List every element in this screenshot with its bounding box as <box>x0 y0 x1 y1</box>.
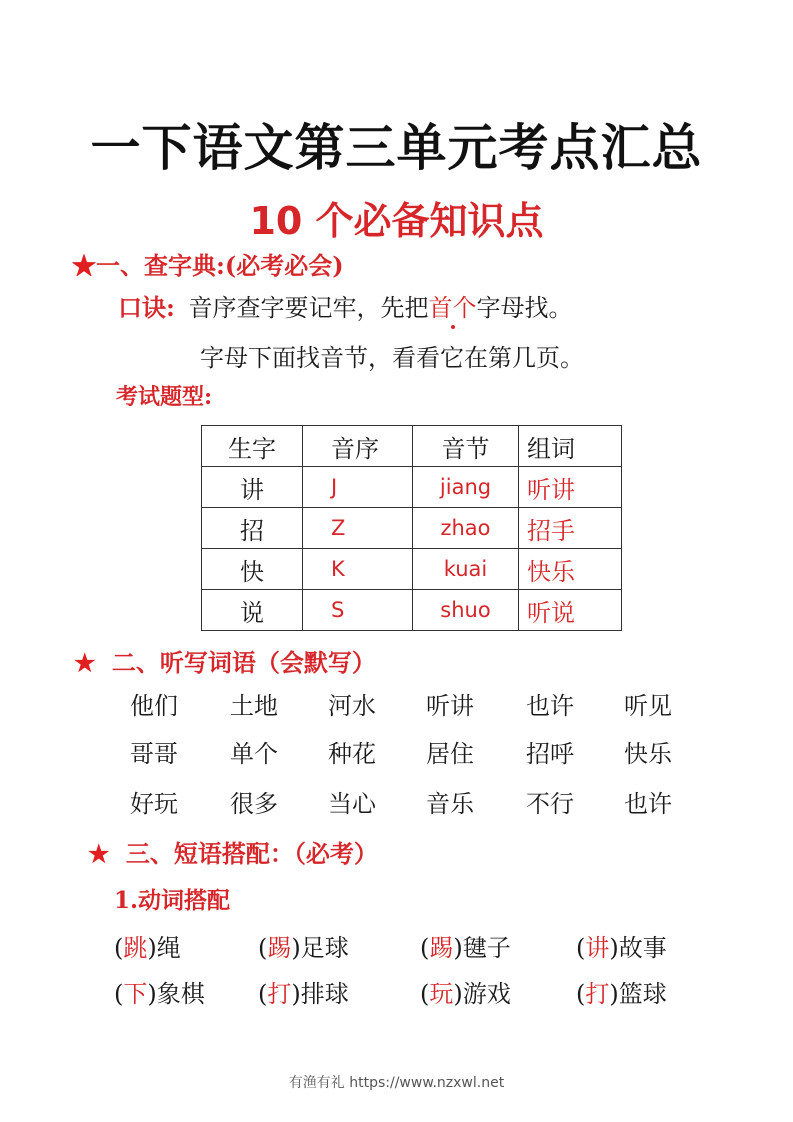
close-paren: ) <box>291 980 301 1008</box>
phrase-noun: 篮球 <box>618 980 667 1008</box>
dictation-word: 快乐 <box>624 740 672 768</box>
mnemonic-line-1 <box>118 288 573 323</box>
table-header-cell: 生字 <box>202 426 303 467</box>
section-3-heading <box>88 834 378 869</box>
table-cell-character: 说 <box>202 590 303 631</box>
open-paren: ( <box>576 934 586 962</box>
table-cell-syllable: shuo <box>413 590 519 631</box>
dictation-word: 种花 <box>328 740 376 768</box>
table-header-row <box>202 426 622 467</box>
dictation-word: 当心 <box>328 790 376 818</box>
close-paren: ) <box>609 980 619 1008</box>
table-cell-initial: Z <box>303 508 413 549</box>
section-3-title: 三、短语搭配：（必考） <box>125 839 378 868</box>
open-paren: ( <box>420 934 430 962</box>
dictation-word: 好玩 <box>130 790 178 818</box>
table-cell-character: 招 <box>202 508 303 549</box>
open-paren: ( <box>114 980 124 1008</box>
dictation-word: 土地 <box>230 692 278 720</box>
close-paren: ) <box>453 980 463 1008</box>
table-cell-syllable: kuai <box>413 549 519 590</box>
close-paren: ) <box>147 980 157 1008</box>
phrase-noun: 绳 <box>156 934 181 962</box>
section-1-heading <box>72 246 344 281</box>
open-paren: ( <box>258 934 268 962</box>
page-subtitle: 10 个必备知识点 <box>249 199 544 243</box>
dictation-word: 他们 <box>130 692 178 720</box>
table-cell-character: 快 <box>202 549 303 590</box>
phrase-noun: 游戏 <box>462 980 511 1008</box>
dictation-word: 音乐 <box>426 790 474 818</box>
mnemonic-text-a: 音序查字要记牢，先把 <box>188 294 429 322</box>
close-paren: ) <box>291 934 301 962</box>
verb-phrase <box>420 928 511 963</box>
table-header-cell: 音序 <box>303 426 413 467</box>
dictation-word: 听讲 <box>426 692 474 720</box>
verb-phrase <box>114 974 205 1009</box>
table-row <box>202 590 622 631</box>
section-2-heading <box>74 643 376 678</box>
dictation-word: 也许 <box>624 790 672 818</box>
verb-phrase <box>258 928 349 963</box>
phrase-noun: 毽子 <box>462 934 511 962</box>
open-paren: ( <box>420 980 430 1008</box>
dictation-word: 居住 <box>426 740 474 768</box>
phrase-noun: 故事 <box>618 934 667 962</box>
dictation-word: 听见 <box>624 692 672 720</box>
star-icon: ★ <box>72 251 96 280</box>
table-row <box>202 467 622 508</box>
verb-phrase <box>420 974 511 1009</box>
table-header-cell: 组词 <box>519 426 622 467</box>
close-paren: ) <box>609 934 619 962</box>
dictation-word: 哥哥 <box>130 740 178 768</box>
dictation-word: 河水 <box>328 692 376 720</box>
dictation-word: 也许 <box>526 692 574 720</box>
table-row <box>202 549 622 590</box>
table-cell-syllable: zhao <box>413 508 519 549</box>
open-paren: ( <box>576 980 586 1008</box>
dictation-word: 不行 <box>526 790 574 818</box>
verb-collocation-heading: 1.动词搭配 <box>114 887 231 914</box>
footer-watermark: 有渔有礼 https://www.nzxwl.net <box>288 1075 505 1091</box>
dictation-word: 招呼 <box>526 740 574 768</box>
table-cell-initial: K <box>303 549 413 590</box>
open-paren: ( <box>114 934 124 962</box>
phrase-verb: 打 <box>267 980 292 1008</box>
phrase-verb: 踢 <box>429 934 454 962</box>
table-cell-word: 听说 <box>519 590 622 631</box>
table-cell-initial: S <box>303 590 413 631</box>
section-1-title: 一、查字典:(必考必会) <box>96 251 344 280</box>
mnemonic-emphasis: 首个 <box>428 294 477 322</box>
table-header-cell: 音节 <box>413 426 519 467</box>
table-cell-character: 讲 <box>202 467 303 508</box>
dictation-word: 很多 <box>230 790 278 818</box>
page-title: 一下语文第三单元考点汇总 <box>90 119 703 177</box>
table-cell-word: 招手 <box>519 508 622 549</box>
dictation-word: 单个 <box>230 740 278 768</box>
close-paren: ) <box>147 934 157 962</box>
star-icon: ★ <box>88 839 110 868</box>
verb-phrase <box>114 928 181 963</box>
pinyin-table <box>201 425 622 631</box>
phrase-verb: 跳 <box>123 934 148 962</box>
phrase-noun: 足球 <box>300 934 349 962</box>
table-cell-syllable: jiang <box>413 467 519 508</box>
mnemonic-label: 口诀: <box>118 293 175 322</box>
phrase-verb: 讲 <box>585 934 610 962</box>
phrase-noun: 排球 <box>300 980 349 1008</box>
table-row <box>202 508 622 549</box>
phrase-verb: 踢 <box>267 934 292 962</box>
verb-phrase <box>258 974 349 1009</box>
close-paren: ) <box>453 934 463 962</box>
star-icon: ★ <box>74 648 96 677</box>
phrase-verb: 打 <box>585 980 610 1008</box>
mnemonic-line-2: 字母下面找音节，看看它在第几页。 <box>200 344 584 372</box>
verb-phrase <box>576 928 667 963</box>
exam-type-label: 考试题型: <box>116 384 213 410</box>
table-cell-word: 听讲 <box>519 467 622 508</box>
phrase-noun: 象棋 <box>156 980 205 1008</box>
verb-phrase <box>576 974 667 1009</box>
section-2-title: 二、听写词语（会默写） <box>111 648 376 677</box>
phrase-verb: 下 <box>123 980 148 1008</box>
mnemonic-text-b: 字母找。 <box>476 294 573 322</box>
table-cell-word: 快乐 <box>519 549 622 590</box>
open-paren: ( <box>258 980 268 1008</box>
phrase-verb: 玩 <box>429 980 454 1008</box>
table-cell-initial: J <box>303 467 413 508</box>
